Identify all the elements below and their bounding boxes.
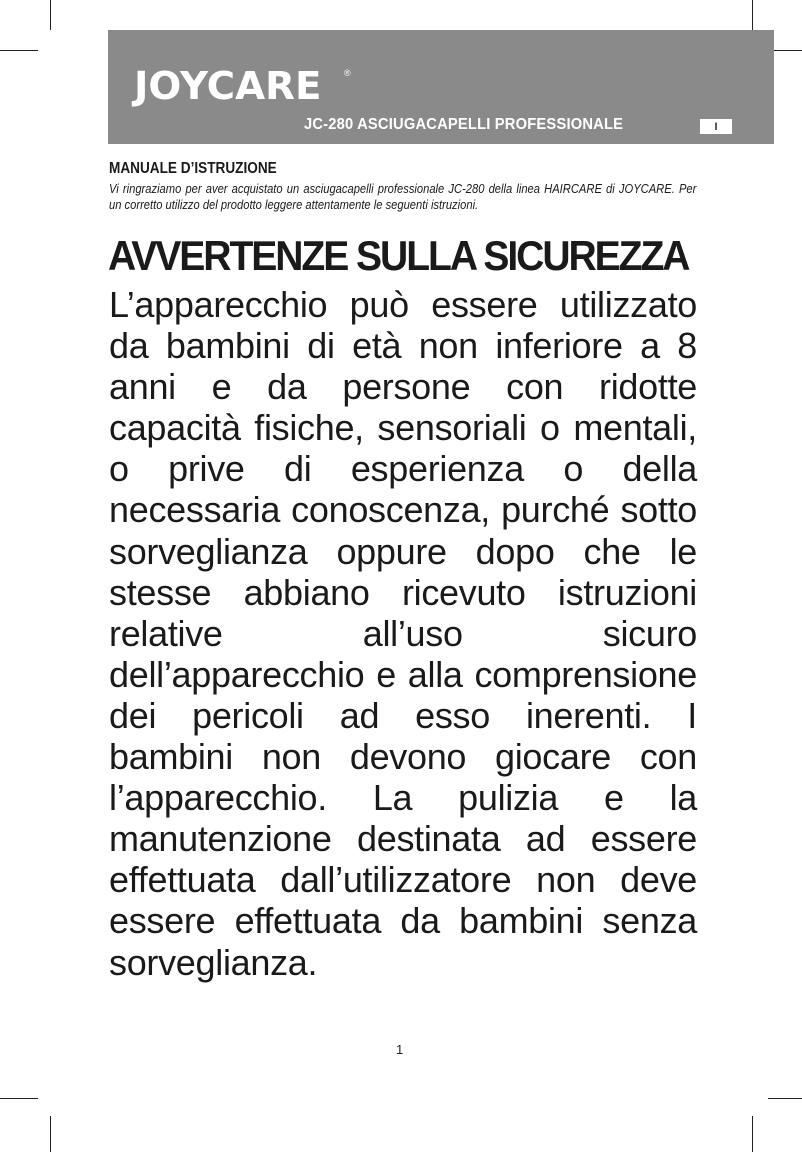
header-band — [108, 30, 774, 144]
crop-mark — [768, 1098, 802, 1099]
crop-mark — [752, 0, 753, 30]
brand-logo: JOYCARE — [134, 64, 322, 108]
page-number: 1 — [396, 1042, 404, 1057]
manual-title: MANUALE D’ISTRUZIONE — [109, 160, 277, 177]
intro-paragraph: Vi ringraziamo per aver acquistato un asciugacapelli professionale JC-280 della linea HAIRCARE di JOYCARE. Per un corretto utilizzo del prodotto leggere attentamente le seguenti istruzioni. — [109, 181, 697, 212]
crop-mark — [0, 50, 38, 51]
crop-mark — [752, 1116, 753, 1152]
registered-mark: ® — [344, 68, 351, 78]
crop-mark — [50, 1116, 51, 1152]
crop-mark — [0, 1098, 38, 1099]
product-title: JC-280 ASCIUGACAPELLI PROFESSIONALE — [304, 116, 624, 133]
safety-paragraph: L’apparecchio può essere utilizzato da bambini di età non inferiore a 8 anni e da persone con ridotte capacità fisiche, sensoriali o mentali, o prive di esperienza o della necessaria conoscenza, purché sotto sorveglianza oppure dopo che le stesse abbiano ricevuto istruzioni relative all’uso sicuro dell’apparecchio e alla comprensione dei pericoli ad esso inerenti. I bambini non devono giocare con l’apparecchio. La pulizia e la manutenzione destinata ad essere effettuata dall’utilizzatore non deve essere effettuata da bambini senza sorveglianza. — [109, 284, 697, 983]
section-heading: AVVERTENZE SULLA SICUREZZA — [108, 232, 689, 279]
crop-mark — [50, 0, 51, 30]
language-tab: I — [700, 119, 732, 134]
